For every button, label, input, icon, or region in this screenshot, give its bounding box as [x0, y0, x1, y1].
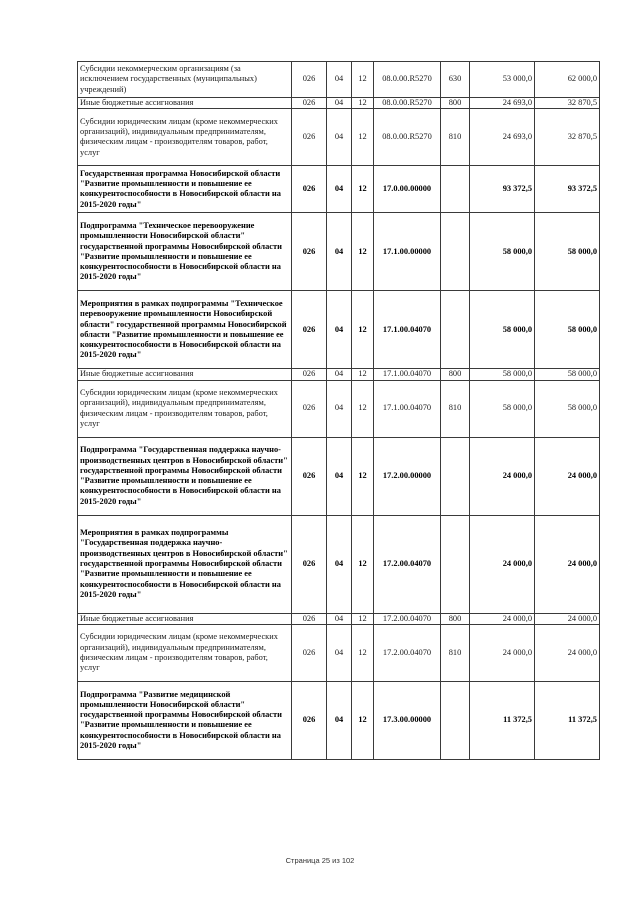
cell-sum-2: 58 000,0 — [535, 213, 600, 291]
cell-sum-1: 93 372,5 — [470, 166, 535, 213]
table-row — [78, 166, 600, 213]
cell-sum-1: 58 000,0 — [470, 380, 535, 437]
cell-rz: 04 — [327, 437, 352, 515]
table-row — [78, 109, 600, 166]
cell-csr: 17.2.00.04070 — [374, 613, 441, 624]
cell-pr: 12 — [352, 624, 374, 681]
cell-rz: 04 — [327, 369, 352, 380]
cell-name: Подпрограмма "Техническое перевооружение промышленности Новосибирской области" государственной программы Новосибирской области "Развитие промышленности и повышение ее конкурентоспособности в Новосибирской области на 2015-2020 годы" — [78, 213, 292, 291]
cell-rz: 04 — [327, 166, 352, 213]
cell-sum-1: 58 000,0 — [470, 213, 535, 291]
cell-csr: 08.0.00.R5270 — [374, 62, 441, 98]
cell-csr: 17.2.00.04070 — [374, 624, 441, 681]
cell-name: Мероприятия в рамках подпрограммы "Государственная поддержка научно-производственных центров в Новосибирской области" государственной программы Новосибирской области "Развитие промышленности и повышение ее конкурентоспособности в Новосибирской области на 2015-2020 годы" — [78, 515, 292, 613]
cell-vr: 630 — [441, 62, 470, 98]
cell-ved: 026 — [292, 515, 327, 613]
cell-ved: 026 — [292, 437, 327, 515]
cell-csr: 17.3.00.00000 — [374, 681, 441, 759]
cell-sum-1: 58 000,0 — [470, 291, 535, 369]
cell-sum-2: 24 000,0 — [535, 624, 600, 681]
cell-ved: 026 — [292, 109, 327, 166]
cell-sum-1: 11 372,5 — [470, 681, 535, 759]
cell-rz: 04 — [327, 515, 352, 613]
cell-pr: 12 — [352, 515, 374, 613]
cell-name: Подпрограмма "Развитие медицинской промышленности Новосибирской области" государственной программы Новосибирской области "Развитие промышленности и повышение ее конкурентоспособности в Новосибирской области на 2015-2020 годы" — [78, 681, 292, 759]
cell-sum-2: 32 870,5 — [535, 109, 600, 166]
cell-vr: 810 — [441, 109, 470, 166]
cell-ved: 026 — [292, 166, 327, 213]
cell-name: Субсидии юридическим лицам (кроме некоммерческих организаций), индивидуальным предпринимателям, физическим лицам - производителям товаров, работ, услуг — [78, 624, 292, 681]
cell-sum-1: 24 000,0 — [470, 624, 535, 681]
cell-vr: 800 — [441, 369, 470, 380]
cell-sum-2: 58 000,0 — [535, 291, 600, 369]
cell-pr: 12 — [352, 437, 374, 515]
cell-rz: 04 — [327, 109, 352, 166]
cell-vr — [441, 681, 470, 759]
cell-csr: 17.2.00.04070 — [374, 515, 441, 613]
cell-vr — [441, 291, 470, 369]
cell-sum-1: 58 000,0 — [470, 369, 535, 380]
cell-vr: 800 — [441, 613, 470, 624]
cell-sum-2: 62 000,0 — [535, 62, 600, 98]
cell-csr: 17.0.00.00000 — [374, 166, 441, 213]
cell-vr — [441, 213, 470, 291]
cell-vr: 810 — [441, 380, 470, 437]
cell-ved: 026 — [292, 613, 327, 624]
cell-csr: 17.1.00.00000 — [374, 213, 441, 291]
cell-sum-2: 24 000,0 — [535, 613, 600, 624]
cell-name: Мероприятия в рамках подпрограммы "Техническое перевооружение промышленности Новосибирской области" государственной программы Новосибирской области "Развитие промышленности и повышение ее конкурентоспособности в Новосибирской области на 2015-2020 годы" — [78, 291, 292, 369]
cell-csr: 17.1.00.04070 — [374, 380, 441, 437]
cell-ved: 026 — [292, 62, 327, 98]
cell-csr: 17.1.00.04070 — [374, 291, 441, 369]
cell-pr: 12 — [352, 62, 374, 98]
cell-name: Иные бюджетные ассигнования — [78, 369, 292, 380]
cell-csr: 17.2.00.00000 — [374, 437, 441, 515]
cell-csr: 08.0.00.R5270 — [374, 98, 441, 109]
table-row — [78, 62, 600, 98]
cell-sum-1: 53 000,0 — [470, 62, 535, 98]
cell-sum-2: 32 870,5 — [535, 98, 600, 109]
cell-name: Субсидии юридическим лицам (кроме некоммерческих организаций), индивидуальным предпринимателям, физическим лицам - производителям товаров, работ, услуг — [78, 109, 292, 166]
cell-name: Иные бюджетные ассигнования — [78, 613, 292, 624]
cell-vr — [441, 437, 470, 515]
table-row — [78, 291, 600, 369]
cell-pr: 12 — [352, 166, 374, 213]
cell-pr: 12 — [352, 291, 374, 369]
cell-name: Подпрограмма "Государственная поддержка научно-производственных центров в Новосибирской области" государственной программы Новосибирской области "Развитие промышленности и повышение ее конкурентоспособности в Новосибирской области на 2015-2020 годы" — [78, 437, 292, 515]
cell-sum-2: 58 000,0 — [535, 369, 600, 380]
cell-sum-1: 24 000,0 — [470, 515, 535, 613]
cell-ved: 026 — [292, 369, 327, 380]
cell-pr: 12 — [352, 380, 374, 437]
cell-name: Государственная программа Новосибирской области "Развитие промышленности и повышение ее конкурентоспособности в Новосибирской области на 2015-2020 годы" — [78, 166, 292, 213]
cell-sum-1: 24 000,0 — [470, 437, 535, 515]
cell-name: Субсидии юридическим лицам (кроме некоммерческих организаций), индивидуальным предпринимателям, физическим лицам - производителям товаров, работ, услуг — [78, 380, 292, 437]
cell-name: Иные бюджетные ассигнования — [78, 98, 292, 109]
cell-name: Субсидии некоммерческим организациям (за исключением государственных (муниципальных) учреждений) — [78, 62, 292, 98]
cell-ved: 026 — [292, 681, 327, 759]
cell-sum-1: 24 000,0 — [470, 613, 535, 624]
cell-vr — [441, 166, 470, 213]
cell-rz: 04 — [327, 624, 352, 681]
budget-table — [77, 61, 600, 760]
cell-pr: 12 — [352, 213, 374, 291]
cell-ved: 026 — [292, 291, 327, 369]
cell-pr: 12 — [352, 681, 374, 759]
cell-pr: 12 — [352, 109, 374, 166]
cell-sum-2: 11 372,5 — [535, 681, 600, 759]
cell-sum-1: 24 693,0 — [470, 109, 535, 166]
cell-pr: 12 — [352, 613, 374, 624]
cell-csr: 17.1.00.04070 — [374, 369, 441, 380]
page-footer: Страница 25 из 102 — [285, 856, 355, 865]
cell-ved: 026 — [292, 213, 327, 291]
cell-rz: 04 — [327, 62, 352, 98]
cell-pr: 12 — [352, 98, 374, 109]
cell-ved: 026 — [292, 98, 327, 109]
cell-rz: 04 — [327, 380, 352, 437]
table-row — [78, 515, 600, 613]
table-row — [78, 380, 600, 437]
table-body — [78, 62, 600, 760]
table-row — [78, 624, 600, 681]
cell-rz: 04 — [327, 213, 352, 291]
cell-sum-2: 58 000,0 — [535, 380, 600, 437]
table-row — [78, 369, 600, 380]
table-row — [78, 437, 600, 515]
table-row — [78, 613, 600, 624]
cell-vr: 810 — [441, 624, 470, 681]
cell-rz: 04 — [327, 291, 352, 369]
cell-sum-1: 24 693,0 — [470, 98, 535, 109]
table-row — [78, 681, 600, 759]
cell-sum-2: 93 372,5 — [535, 166, 600, 213]
table-row — [78, 213, 600, 291]
cell-ved: 026 — [292, 624, 327, 681]
cell-pr: 12 — [352, 369, 374, 380]
cell-rz: 04 — [327, 613, 352, 624]
cell-sum-2: 24 000,0 — [535, 437, 600, 515]
cell-vr: 800 — [441, 98, 470, 109]
cell-rz: 04 — [327, 681, 352, 759]
cell-vr — [441, 515, 470, 613]
cell-csr: 08.0.00.R5270 — [374, 109, 441, 166]
cell-sum-2: 24 000,0 — [535, 515, 600, 613]
cell-rz: 04 — [327, 98, 352, 109]
cell-ved: 026 — [292, 380, 327, 437]
table-row — [78, 98, 600, 109]
